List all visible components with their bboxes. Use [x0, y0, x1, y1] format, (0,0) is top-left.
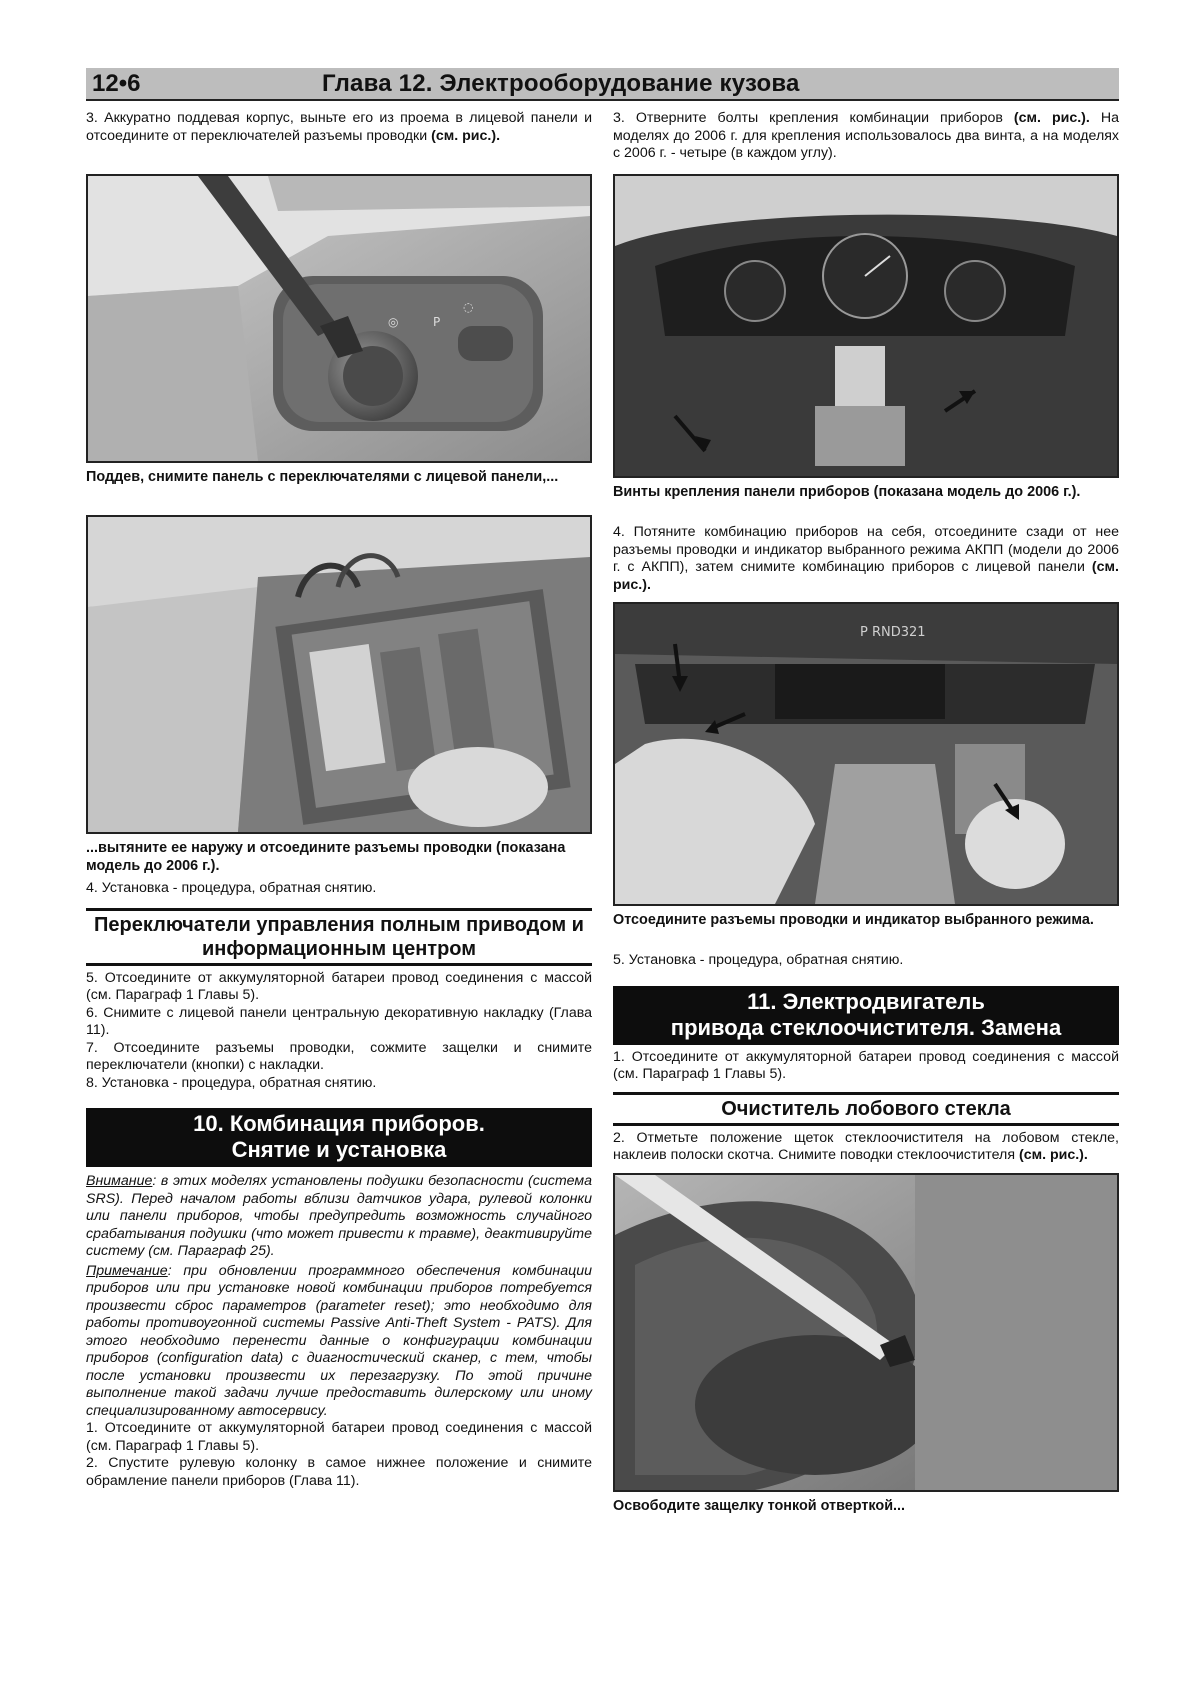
right-caption-3: Освободите защелку тонкой отверткой... [613, 1497, 906, 1514]
section-10-subtitle: Снятие и установка [231, 1137, 447, 1162]
right-caption-2: Отсоедините разъемы проводки и индикатор выбранного режима. [613, 912, 1094, 928]
cluster-gear-label: P RND321 [860, 625, 926, 640]
chapter-title: Глава 12. Электрооборудование кузова [322, 70, 800, 97]
section-11-title: 11. Электродвигатель [747, 988, 985, 1014]
section-11-subtitle: привода стеклоочистителя. Замена [670, 1014, 1062, 1040]
photo-switch-panel [86, 174, 592, 463]
photo-instrument-cluster [613, 174, 1119, 478]
left-step-1: 1. Отсоедините от аккумуляторной батареи провод соединения с массой (см. Параграф 1 Главы 5). [86, 1420, 592, 1454]
wiper-latch-illustration [615, 1175, 1117, 1490]
right-caption-1: Винты крепления панели приборов (показана модель до 2006 г.). [613, 484, 1081, 500]
left-step-3: 3. Аккуратно поддевая корпус, выньте его из проема в лицевой панели и отсоедините от переключателей разъемы проводки (см. рис.). [86, 110, 592, 144]
photo-wiring-connectors [86, 515, 592, 834]
right-step-1: 1. Отсоедините от аккумуляторной батареи провод соединения с массой (см. Параграф 1 Главы 5). [613, 1048, 1119, 1082]
cluster-connectors-illustration [615, 604, 1117, 904]
page-header [86, 68, 1119, 101]
photo-wiper-latch [613, 1173, 1119, 1492]
left-caption-2: ...вытяните ее наружу и отсоедините разъемы проводки (показана модель до 2006 г.). [86, 840, 566, 874]
right-step-4: 4. Потяните комбинацию приборов на себя, отсоедините сзади от нее разъемы проводки и индикатор выбранного режима АКПП (модели до 2006 г. с АКПП), затем снимите комбинацию приборов с лицевой панели (см. рис.). [613, 524, 1119, 593]
left-step-5: 5. Отсоедините от аккумуляторной батареи провод соединения с массой (см. Параграф 1 Главы 5). [86, 969, 592, 1003]
left-step-8: 8. Установка - процедура, обратная снятию. [86, 1074, 377, 1091]
section-10-heading [86, 1108, 592, 1167]
note-paragraph: Примечание: при обновлении программного обеспечения комбинации приборов или при установке новой комбинации приборов потребуется произвести сброс параметров (parameter reset); это необходимо для работы противоугонной системы Passive Anti-Theft System - PATS). Для этого необходимо перенести данные о конфигурации комбинации приборов (configuration data) с диагностический сканер, с тем, чтобы после установки произвести их перезагрузку. По этой причине выполнение такой задачи лучше предоставить дилерскому или иному специализированному автосервису. [86, 1262, 592, 1419]
svg-text:◎: ◎ [388, 315, 399, 329]
right-step-2: 2. Отметьте положение щеток стеклоочистителя на лобовом стекле, наклеив полоски скотча. Снимите поводки стеклоочистителя (см. рис.). [613, 1129, 1119, 1163]
subhead-windshield-wiper: Очиститель лобового стекла [613, 1092, 1119, 1126]
photo-cluster-connectors [613, 602, 1119, 906]
warning-paragraph: Внимание: в этих моделях установлены подушки безопасности (система SRS). Перед началом работы вблизи датчиков удара, рулевой колонки или панели приборов, чтобы предупредить возможность случайного срабатывания подушки (что может привести к травме), деактивируйте систему (см. Параграф 25). [86, 1173, 592, 1259]
left-column [86, 110, 592, 1490]
left-step-2: 2. Спустите рулевую колонку в самое нижнее положение и снимите обрамление панели приборов (Глава 11). [86, 1455, 592, 1489]
left-step-6: 6. Снимите с лицевой панели центральную декоративную накладку (Глава 11). [86, 1004, 592, 1038]
right-column [613, 110, 1119, 1515]
left-step-7: 7. Отсоедините разъемы проводки, сожмите защелки и снимите переключатели (кнопки) с накладки. [86, 1039, 592, 1073]
page-number: 12•6 [92, 70, 141, 97]
svg-text:P: P [433, 315, 441, 329]
wiring-connectors-illustration [88, 517, 590, 832]
subhead-awd-switches: Переключатели управления полным приводом и информационным центром [86, 908, 592, 966]
right-step-5: 5. Установка - процедура, обратная снятию. [613, 952, 904, 968]
left-step-4: 4. Установка - процедура, обратная снятию. [86, 880, 377, 896]
svg-text:◌: ◌ [463, 300, 474, 314]
section-10-title: 10. Комбинация приборов. [193, 1111, 485, 1136]
switch-panel-illustration [88, 176, 590, 461]
right-step-3: 3. Отверните болты крепления комбинации приборов (см. рис.). На моделях до 2006 г. для крепления использовалось два винта, а на моделях с 2006 г. - четыре (в каждом углу). [613, 110, 1119, 161]
left-caption-1: Поддев, снимите панель с переключателями с лицевой панели,... [86, 469, 559, 485]
section-11-heading [613, 986, 1119, 1045]
instrument-cluster-illustration [615, 176, 1117, 476]
left-steps-5-8 [86, 970, 592, 1093]
